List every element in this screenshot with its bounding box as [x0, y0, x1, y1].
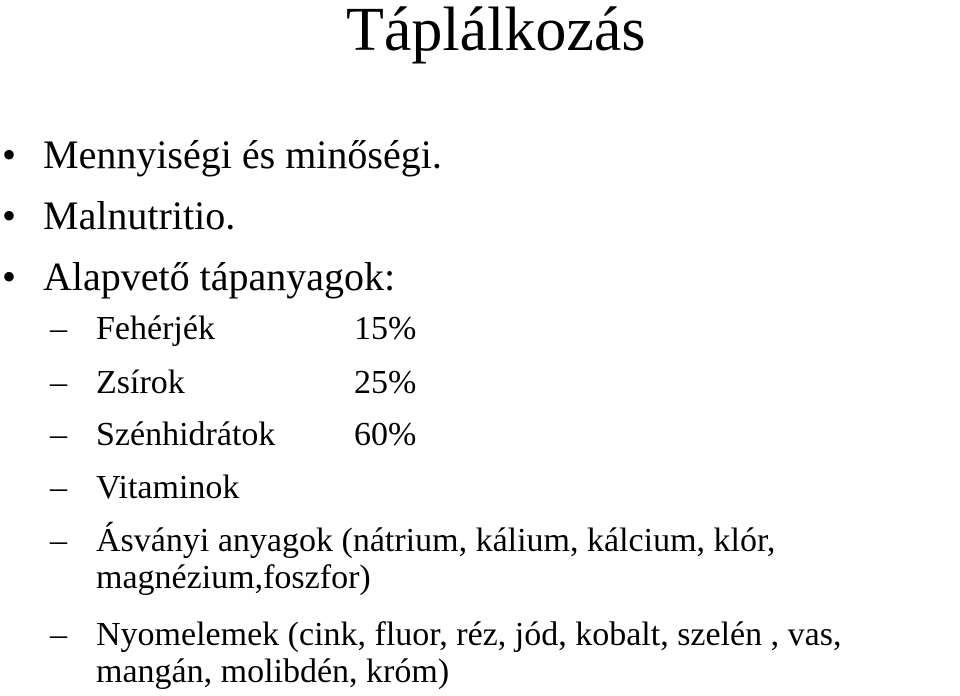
bullet-text: Mennyiségi és minőségi.: [43, 132, 442, 177]
subitem-label: Ásványi anyagok (nátrium, kálium, kálcium, klór,: [96, 522, 776, 559]
subitem-label-continuation: mangán, molibdén, króm): [96, 653, 450, 690]
subitem-label: Szénhidrátok: [96, 416, 276, 453]
subitem-label: Fehérjék: [96, 310, 215, 347]
bullet-text: Malnutritio.: [43, 193, 236, 238]
subitem-label: Nyomelemek (cink, fluor, réz, jód, kobalt, szelén , vas,: [96, 616, 842, 653]
subitem-label: Vitaminok: [96, 469, 240, 506]
subitem-percentage: 15%: [354, 310, 417, 347]
bullet-dot-icon: •: [2, 132, 17, 177]
dash-icon: –: [50, 364, 67, 401]
dash-icon: –: [50, 522, 67, 559]
subitem-percentage: 25%: [354, 364, 417, 401]
dash-icon: –: [50, 310, 67, 347]
bullet-text: Alapvető tápanyagok:: [43, 254, 396, 299]
bullet-dot-icon: •: [2, 193, 17, 238]
subitem-label: Zsírok: [96, 364, 185, 401]
bullet-dot-icon: •: [2, 254, 17, 299]
slide-title: Táplálkozás: [346, 0, 646, 64]
dash-icon: –: [50, 616, 67, 653]
subitem-label-continuation: magnézium,foszfor): [96, 559, 371, 596]
dash-icon: –: [50, 416, 67, 453]
subitem-percentage: 60%: [354, 416, 417, 453]
dash-icon: –: [50, 469, 67, 506]
